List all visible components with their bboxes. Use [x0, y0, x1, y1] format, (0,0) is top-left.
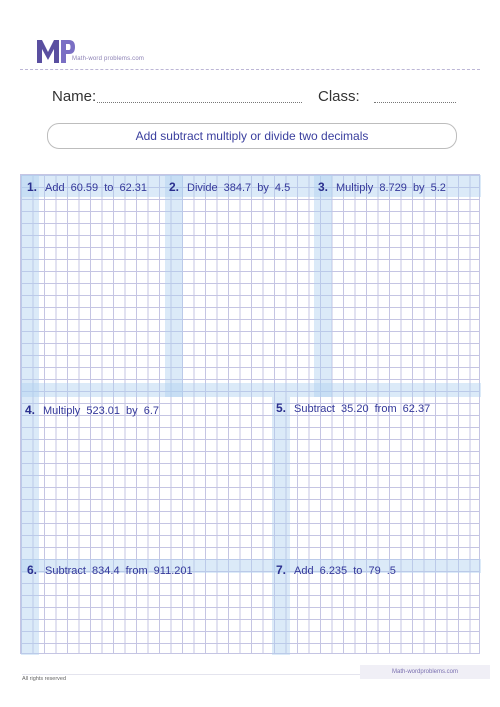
problem-number: 2.: [169, 180, 180, 194]
problem-6: [27, 563, 193, 577]
work-grid: [20, 174, 480, 654]
col-band-4: [21, 397, 39, 655]
row-band-mid: [21, 383, 481, 397]
worksheet-title: Add subtract multiply or divide two decimals: [47, 123, 457, 149]
problem-7: [276, 563, 396, 577]
problem-3: [318, 180, 446, 194]
problem-text: Add 6.235 to 79 .5: [294, 565, 396, 577]
problem-number: 7.: [276, 563, 287, 577]
col-band-2: [165, 175, 183, 397]
class-label: Class:: [318, 88, 360, 105]
problem-text: Subtract 834.4 from 911.201: [45, 565, 193, 577]
logo-mark-icon: [36, 38, 76, 64]
problem-number: 1.: [27, 180, 38, 194]
problem-text: Divide 384.7 by 4.5: [187, 182, 291, 194]
col-band-1: [21, 175, 39, 397]
problem-text: Multiply 8.729 by 5.2: [336, 182, 446, 194]
problem-number: 5.: [276, 401, 287, 415]
logo-subtext: Math-word problems.com: [72, 56, 145, 62]
problem-number: 3.: [318, 180, 329, 194]
problem-text: Multiply 523.01 by 6.7: [43, 405, 160, 417]
col-band-3: [314, 175, 332, 397]
name-field[interactable]: [97, 102, 302, 103]
problem-number: 6.: [27, 563, 38, 577]
problem-1: [27, 180, 147, 194]
problem-text: Add 60.59 to 62.31: [45, 182, 147, 194]
copyright-text: All rights reserved: [22, 676, 67, 682]
name-label: Name:: [52, 88, 97, 105]
problem-5: [276, 401, 430, 415]
problem-2: [169, 180, 290, 194]
footer-site-link[interactable]: Math-wordproblems.com: [360, 665, 490, 679]
problem-text: Subtract 35.20 from 62.37: [294, 403, 431, 415]
col-band-5: [272, 397, 290, 655]
class-field[interactable]: [374, 102, 456, 103]
problem-4: [25, 403, 159, 417]
logo: [36, 38, 76, 69]
header-divider: [20, 69, 480, 70]
problem-number: 4.: [25, 403, 36, 417]
